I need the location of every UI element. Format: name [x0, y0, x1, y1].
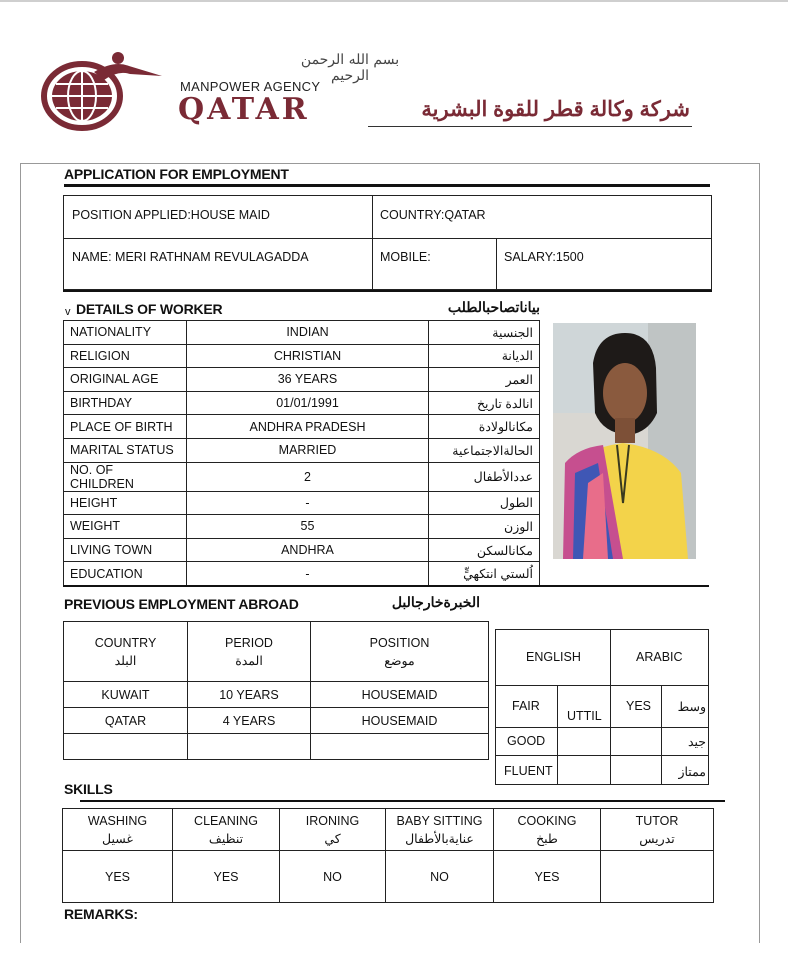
prev-header-period-en: PERIOD — [225, 635, 273, 650]
worker-prefix: v — [65, 306, 71, 318]
application-info-box — [63, 195, 712, 290]
worker-field-label: BIRTHDAY — [64, 391, 187, 415]
prev-header-period-ar: المدة — [235, 653, 263, 668]
skill-name-arabic: تدريس — [639, 831, 675, 846]
lang-hline-3 — [496, 755, 708, 756]
worker-field-label: LIVING TOWN — [64, 538, 187, 562]
lang-good-ar: جيد — [687, 735, 706, 749]
lang-good: GOOD — [507, 734, 546, 748]
skill-header — [173, 809, 280, 851]
prev-header-period — [188, 622, 311, 682]
worker-row — [64, 491, 540, 515]
worker-row — [64, 462, 540, 491]
previous-employment-title: PREVIOUS EMPLOYMENT ABROAD — [64, 596, 299, 612]
lang-arabic: ARABIC — [636, 650, 683, 664]
prev-header-country-en: COUNTRY — [94, 635, 157, 650]
lang-fair-ar: وسط — [677, 700, 706, 714]
previous-employment-title-arabic: الخبرةخارجالبل — [391, 594, 480, 610]
worker-field-label: EDUCATION — [64, 562, 187, 586]
name-field: NAME: MERI RATHNAM REVULAGADDA — [72, 250, 309, 264]
skills-table — [62, 808, 714, 903]
lang-vline-a — [557, 685, 558, 784]
lang-fluent: FLUENT — [504, 764, 553, 778]
agency-name-arabic: شركة وكالة قطر للقوة البشرية — [421, 98, 690, 121]
worker-section-title-arabic: بياناتصاحبالطلب — [447, 299, 540, 315]
previous-employment-table — [63, 621, 489, 760]
mobile-field: MOBILE: — [380, 250, 431, 264]
worker-field-label-arabic: الوزن — [429, 515, 540, 539]
prev-header-position-en: POSITION — [369, 635, 430, 650]
prev-cell: 10 YEARS — [188, 682, 311, 708]
skill-name-arabic: عنايةبالأطفال — [405, 831, 474, 846]
prev-cell: QATAR — [64, 708, 188, 734]
skill-value — [601, 851, 714, 903]
info-bottom-rule — [63, 290, 712, 292]
worker-section-title: DETAILS OF WORKER — [76, 301, 223, 317]
prev-header-position-ar: موضع — [384, 653, 415, 668]
worker-row — [64, 415, 540, 439]
skill-header — [63, 809, 173, 851]
worker-field-label: PLACE OF BIRTH — [64, 415, 187, 439]
prev-cell: 4 YEARS — [188, 708, 311, 734]
worker-field-label: MARITAL STATUS — [64, 438, 187, 462]
country-field: COUNTRY:QATAR — [380, 208, 486, 222]
skill-value: YES — [63, 851, 173, 903]
worker-field-label-arabic: الطول — [429, 491, 540, 515]
worker-field-label-arabic: عددالأطفال — [429, 462, 540, 491]
worker-field-label-arabic: انالدة تاريخ — [429, 391, 540, 415]
lang-uttil: UTTIL — [567, 709, 602, 723]
remarks-label: REMARKS: — [64, 906, 138, 922]
worker-field-label-arabic: الحالةالاجتماعية — [429, 438, 540, 462]
worker-field-value: ANDHRA — [187, 538, 429, 562]
skill-header — [386, 809, 494, 851]
worker-field-value: 55 — [187, 515, 429, 539]
worker-field-value: - — [187, 562, 429, 586]
prev-cell: HOUSEMAID — [311, 708, 489, 734]
worker-field-value: 36 YEARS — [187, 368, 429, 392]
worker-details-table — [63, 320, 540, 586]
worker-row — [64, 321, 540, 345]
worker-row — [64, 515, 540, 539]
skills-rule — [80, 800, 725, 802]
prev-cell: HOUSEMAID — [311, 682, 489, 708]
worker-photo — [553, 323, 696, 559]
worker-row — [64, 344, 540, 368]
skill-name-arabic: طبخ — [536, 831, 558, 846]
info-vline-2 — [496, 238, 497, 289]
prev-header-country-ar: البلد — [114, 653, 137, 668]
lang-english: ENGLISH — [526, 650, 581, 664]
lang-fluent-ar: ممتاز — [678, 765, 706, 779]
skill-header — [494, 809, 601, 851]
skill-name-arabic: كي — [324, 831, 341, 846]
skill-header — [280, 809, 386, 851]
position-applied: POSITION APPLIED:HOUSE MAID — [72, 208, 270, 222]
skill-name: WASHING — [87, 813, 148, 828]
skills-title: SKILLS — [64, 781, 113, 797]
worker-bottom-rule — [63, 585, 709, 587]
worker-field-value: - — [187, 491, 429, 515]
worker-field-label-arabic: اُلستي انتكهيٍّ — [429, 562, 540, 586]
lang-yes: YES — [626, 699, 652, 713]
info-vline — [372, 196, 373, 289]
skill-name-arabic: غسيل — [102, 831, 133, 846]
worker-field-value: CHRISTIAN — [187, 344, 429, 368]
agency-name: QATAR — [178, 92, 310, 127]
worker-field-label-arabic: مكانالولادة — [429, 415, 540, 439]
skill-name: COOKING — [517, 813, 577, 828]
worker-field-label: ORIGINAL AGE — [64, 368, 187, 392]
skill-name: BABY SITTING — [396, 813, 483, 828]
worker-row — [64, 368, 540, 392]
worker-field-label-arabic: الجنسية — [429, 321, 540, 345]
worker-field-label-arabic: العمر — [429, 368, 540, 392]
lang-vline-b — [661, 685, 662, 784]
worker-field-value: INDIAN — [187, 321, 429, 345]
header-underline — [368, 126, 692, 127]
worker-field-value: MARRIED — [187, 438, 429, 462]
info-hline — [64, 238, 711, 239]
worker-row — [64, 562, 540, 586]
application-title: APPLICATION FOR EMPLOYMENT — [64, 166, 289, 182]
worker-field-label: HEIGHT — [64, 491, 187, 515]
skill-name: IRONING — [305, 813, 360, 828]
worker-field-value: 01/01/1991 — [187, 391, 429, 415]
prev-header-position — [311, 622, 489, 682]
skill-header — [601, 809, 714, 851]
prev-header-country — [64, 622, 188, 682]
prev-cell — [311, 734, 489, 760]
skill-name: CLEANING — [194, 813, 258, 828]
worker-row — [64, 391, 540, 415]
skill-value: YES — [494, 851, 601, 903]
lang-fair: FAIR — [512, 699, 540, 713]
worker-field-label: NATIONALITY — [64, 321, 187, 345]
skill-value: YES — [173, 851, 280, 903]
agency-tagline: MANPOWER AGENCY — [180, 79, 321, 94]
worker-field-label-arabic: مكانالسكن — [429, 538, 540, 562]
skill-value: NO — [280, 851, 386, 903]
worker-row — [64, 438, 540, 462]
skill-name-arabic: تنظيف — [208, 831, 244, 846]
worker-field-label: NO. OF CHILDREN — [64, 462, 187, 491]
lang-vline-mid — [610, 630, 611, 784]
salary-field: SALARY:1500 — [504, 250, 584, 264]
lang-hline-2 — [496, 727, 708, 728]
worker-field-label: RELIGION — [64, 344, 187, 368]
language-table — [495, 629, 709, 785]
lang-hline-1 — [496, 685, 708, 686]
top-divider — [0, 0, 788, 2]
prev-cell: KUWAIT — [64, 682, 188, 708]
skill-value: NO — [386, 851, 494, 903]
prev-cell — [188, 734, 311, 760]
worker-field-value: 2 — [187, 462, 429, 491]
bismillah-calligraphy: بسم الله الرحمن الرحيم — [300, 52, 400, 84]
worker-row — [64, 538, 540, 562]
worker-field-label-arabic: الديانة — [429, 344, 540, 368]
title-rule — [64, 184, 710, 187]
agency-logo — [34, 50, 169, 135]
worker-field-label: WEIGHT — [64, 515, 187, 539]
worker-field-value: ANDHRA PRADESH — [187, 415, 429, 439]
skill-name: TUTOR — [635, 813, 679, 828]
prev-cell — [64, 734, 188, 760]
